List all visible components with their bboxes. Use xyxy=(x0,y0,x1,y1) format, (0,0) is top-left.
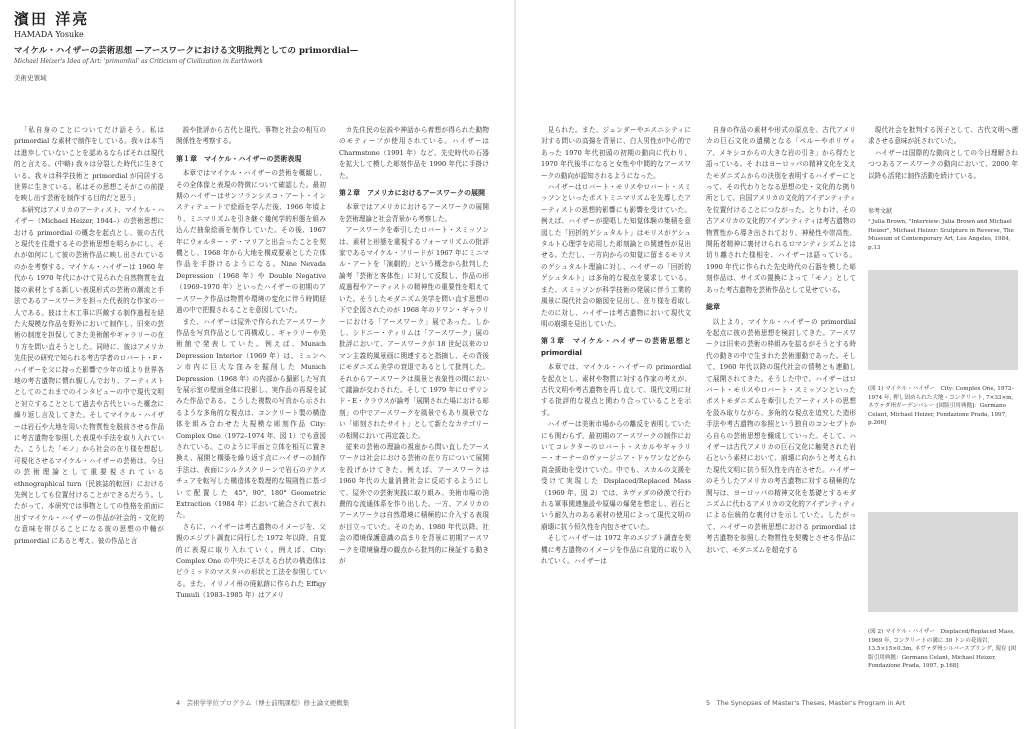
sidebar-text xyxy=(868,125,1018,182)
body-paragraph: ハイザーはロバート・モリスやロバート・スミッソンといったポストミニマリズムを先導したアーティストの思想的影響にも影響を受けていた。例えば、ハイザーが提唱した知覚体験の集積を意図した「回折的ゲシュタルト」はモリスがゲシュタルト心理学を応用した彫刻論との関連性が見出せる。ただし、一方向からの知覚に留まるモリスのゲシュタルト理論に対し、ハイザーの「回折的ゲシュタルト」は多角的な視点を要求している。また、スミッソンが科学技術の発展に伴う工業的風景に現代社会の縮図を見出し、在り様を看取したのに対し、ハイザーは考古遺物において現代文明の崩壊を見出していた。 xyxy=(541,183,691,328)
body-column-2 xyxy=(176,125,326,691)
figure-1-image xyxy=(868,270,1018,370)
body-paragraph: 以上より、マイケル・ハイザーの primordial を起点に彼の芸術思想を検討してきた。アースワークは旧来の芸術の枠組みを揺るがそうとする時代の動きの中で生まれた芸術運動であった。そして、1960 年代以降の現代社会の情勢とも連動して展開されてきた。そうした中で、ハイザーはロバート・モリスやロバート・スミッソンといったポストモダニズムを牽引したアーティストの思想を汲み取りながら、多角的な視点を追究した造形手法や考古遺物の参照という独自のコンセプトから自らの芸術思想を醸成していった。そして、ハイザーは古代アメリカの巨石文化に触発された岩石という素材において、崩壊に向かうと考えられた現代文明に抗う恒久性を内在させた。ハイザーのそうしたアメリカの考古遺物に対する積極的な関与は、ヨーロッパの精神文化を基礎とするモダニズムに代わるアメリカの文化的アイデンティティによる伝統的な裏付けを示していた。したがって、ハイザーの芸術思想における primordial は考古遺物を参照した物質性を契機とさせる作品において、モダニズムを超克する xyxy=(706,317,856,554)
article-header xyxy=(14,8,494,82)
body-paragraph: 自身の作品の素材や形式の原点を、古代アメリカの巨石文化の遺構となる「ペルーやボリヴィア、メキシコからの大きな岩の引き」から得たと語っている。そ れはヨーロッパの精神文化を支えたモダニズムからの決別を表明するハイザーにとって、その代わりとなる思想の史・文化的な拠り所として、自国アメリカの文化的アイデンティティを位置付けることにつながった。とりわけ、その古アメリカの文化的アイデンティティは考古遺物の物質性から導き出されており、神秘性や崇高性、開拓者精神に裏付けられるロマンティシズムとは切り離された様相を、ハイザーは語っている。1990 年代に作られた先史時代の石器を模した彫刻作品は、サイズの置換によって「モノ」としてあった考古遺物を芸術作品として見せている。 xyxy=(706,126,856,294)
sidebar-paragraph: ハイザーは国際的な動向としての今日理解されつつあるアースワークの動向において、2000 年以降も活発に制作活動を続けている。 xyxy=(868,148,1018,180)
body-paragraph: ハイザーは美術市場からの離反を表明していたにも関わらず、最初期のアースワークの制作においてコレクターのロバート・スカルやギャラリー・オーナーのヴァージニア・ドゥワンなどから資金援助を受けていた。中でも、スカルの支援を受けて実現した Displaced/Replaced Mass（1969 年、図 2）では、ネヴァダの砂漠で行われる軍事関連施設や原爆の爆発を想定し、岩石という耐久力のある素材の使用によって現代文明の崩壊に抗う恒久性を内包させていた。 xyxy=(541,420,691,531)
footer-left: 4 芸術学学位プログラム（博士前期課程）修士論文梗概集 xyxy=(176,699,350,707)
article-title-jp: マイケル・ハイザーの芸術思想 —アースワークにおける文明批判としての primordial— xyxy=(14,46,359,56)
body-paragraph: そしてハイザーは 1972 年のエジプト調査を契機に考古遺物のイメージを作品に自覚的に取り入れていく。ハイザーは xyxy=(541,534,691,566)
affiliation: 美術史領域 xyxy=(14,74,47,82)
references-label: 参考文献 xyxy=(868,208,893,215)
references xyxy=(868,208,1018,252)
section-heading: 第３章 マイケル・ハイザーの芸術思想と primordial xyxy=(541,337,691,357)
body-paragraph: 本章ではマイケル・ハイザーの芸術を概観し、その全体像と表現の特徴について確認した。最初期のハイザーはサンフランシスコ・アート・インスティテュートで絵画を学んだ後、1966 年頃より、ミニマリズムを引き継ぐ幾何学的形態を組み込んだ抽象絵画を制作していた。その後、1967 年にウォルター・デ・マリアと出会ったことを契機とし、1968 年から大地を構成要素とした立体作品を手掛けるようになる。Nine Nevada Depression（1968 年）や Double Negative（1969–1970 年）といったハイザーの初期のアースワーク作品は物質や環境の変化に伴う時間経過の中で把握されることを意図していた。 xyxy=(176,169,326,315)
body-paragraph: 従来の芸術の理論の視座から問い直したアースワークは社会における芸術の在り方について展開を投げかけてきた。例えば、アースワークは 1960 年代の大量消費社会に反応するようにして、屋外での芸術実践に取り組み、美術市場の消費的な流通体系を作り出した。一方、アメリカのアースワークは自然環境に積極的に介入する表現が目立っていた。そのため、1980 年代以降、社会の環境保護意識の高まりを背景に初期アースワークを環境倫理の観点から批判的に検証する動きが xyxy=(339,442,489,566)
author-name-en: HAMADA Yosuke xyxy=(14,30,84,39)
body-column-1 xyxy=(14,125,164,691)
body-paragraph: アースワークを牽引したロバート・スミッソンは、素材と形態を重視するフォーマリズムの批評家であるマイケル・フリードが 1967 年にミニマル・アートを「演劇的」という概念から批判した論考「芸術と客体性」に対して反駁し、作品の形成過程やアーティストの精神性の重要性を唱えていた。そうしたモダニズム美学を問い直す思想の下で企図されたのが 1968 年のドワン・ギャラリーにおける「アースワーク」展であった。しかし、シドニー・ティリムは「アースワーク」展の批評において、アースワークが 18 世紀以来のロマン主義的風景画に関連すると指摘し、その背後にモダニズム美学の衰退であるとして批判した。それからアースワークは風景と表象性の間において議論が交わされた。そして 1979 年にロザリンド・E・クラウスが論考「展開された場における彫刻」の中でアースワークを風景でもあり風景でない「彫刻されたサイト」として新たなカテゴリーの相関において再定義した。 xyxy=(339,226,489,440)
figure-2-image xyxy=(868,512,1018,612)
footer-right: 5 The Synopses of Master's Theses, Master's Program in Art xyxy=(706,699,906,707)
page-gutter xyxy=(514,0,516,729)
body-paragraph: 見られた。また、ジェンダーやエスニシティに対する問いの高揚を背景に、白人男性が中心的であった 1970 年代初頭の初期の動向に代わり、1970 年代後半になると女性や中間的なアースワークの動向が認知されるようになった。 xyxy=(541,126,691,180)
figure-1-caption: (図 1) マイケル・ハイザー City: Complex One, 1972–1974 年, 押し固められた大地・コンクリート, 7×33×m, ネヴァダ州ガーデンバレー [図版引用典拠]：Germano Celant, Michael Heizer, Fondazione Prada, 1997, p.266] xyxy=(868,386,1015,427)
body-paragraph: また、ハイザーは屋外で作られたアースワーク作品を写真作品として再構成し、ギャラリーや美術館で発表していた。例えば、Munich Depression Interior（1969 年）は、ミュンヘン市内に巨大な窪みを掘削した Munich Depression（1968 年）の内部から撮影した写真を展示室の壁面全体に投影し、実作品の再現を試みた作品である。こうした複数の写真から示されるような多角的な視点は、コンクリート製の構造体を組み合わせた大規模な彫刻作品 City: Complex One（1972–1974 年、図 1）でも意図されている。このように平面と立体を相互に置き換え、展開と構築を繰り返す点にハイザーの制作手法は、表面にシルクスクリーンで岩石のテクスチュアを転写した構造体を数理的な規則性に基づいて配置した 45°, 90°, 180° Geometric Extraction（1984 年）において統合されて表れた。 xyxy=(176,317,326,520)
body-paragraph: 「私自身のことについてだけ話そう。私は primordial な素材で制作をしている。我々は本当は進歩していないことを認めるならばそれは現代的と言える。(中略) 我々は分裂した時代に生きている。我々は科学技術と primordial が同居する世界に生きている。私はその思想こそがこの前提を映し出す芸術を制作する目的だと思う」 xyxy=(14,126,164,203)
body-paragraph: 本章ではアメリカにおけるアースワークの展開を芸術理論と社会背景から考察した。 xyxy=(339,203,489,223)
author-name-jp: 濱田 洋亮 xyxy=(14,10,90,28)
body-paragraph: 本研究はアメリカのアーティスト、マイケル・ハイザー（Michael Heizer, 1944–）の芸術思想における primordial の概念を起点とし、彼の古代と現代を往還するその芸術思想を明らかにし、それが如何にして彼の芸術作品に映し出されているのかを考察する。マイケル・ハイザーは 1960 年代から 1970 年代にかけて見られた自然物質を直接の素材とする新しい表現形式の芸術の潮流と手法であるアースワークを担った代表的な作家の一人である。彼は土木工事に匹敵する制作過程を経た大規模な作品を野外において制作し、旧来の芸術の制度を担保してきた美術館やギャラリーの在り方を問い直そうとした。同時に、彼はアメリカ先住民の研究で知られる考古学者のロバート・F・ハイザーを父に持った影響で少年の頃より世界各地の考古遺物に慣れ親しんでおり、アーティストとしてのこれまでのインタビューの中で現代文明と対立することとして過去や古代といった概念に繰り返し言及してきた。そしてマイケル・ハイザーは岩石や大地を用いた物質性を脱前させる作品に考古遺物を参照した表現や手法を取り入れていた。こうした「モノ」から社会の在り様を想起し可視化させるマイケル・ハイザーの芸術は、今日の芸術理論として重要視されている ethnographical turn（民族誌的転回）における先例としても位置付けることができるだろう。したがって、本研究では事物としての性格を前面に出すマイケル・ハイザーの作品が社会的・文化的な意味を帯びることになる彼の思想の中軸が primordial にあると考え、彼の作品と言 xyxy=(14,205,164,545)
sidebar-paragraph: 現代社会を批判する因子として、古代文明へ遡求させる意味が託されていた。 xyxy=(868,126,1018,146)
article-title-en: Michael Heizer's Idea of Art: 'primordial' as Criticism of Civilization in Earthwork xyxy=(14,58,264,65)
body-column-5 xyxy=(706,125,856,691)
section-heading: 第１章 マイケル・ハイザーの芸術表現 xyxy=(176,154,302,163)
section-heading: 総章 xyxy=(706,303,720,312)
body-column-3 xyxy=(339,125,489,691)
figure-2-caption: (図 2) マイケル・ハイザー Displaced/Replaced Mass, 1969 年, コンクリートの溝に 30 トンの花崗岩, 13.5×15×0.3m, ネヴァダ州シルバースプリング, 現存 [図版引用典拠：Germano Celant, Michael Heizer, Fondazione Prada, 1997, p.168] xyxy=(868,629,1017,670)
body-paragraph: 説や批評から古代と現代、事物と社会の相互の関係性を考察する。 xyxy=(176,126,326,146)
section-heading: 第２章 アメリカにおけるアースワークの展開 xyxy=(339,189,485,198)
body-paragraph: カ先住民の伝説や神話から着想が得られた動物のモティーフが使用されている。ハイザーは Charmstone（1991 年）など、先史時代の石器を拡大して模した彫刻作品を 1990 年代に手掛けた。 xyxy=(339,126,489,180)
body-paragraph: さらに、ハイザーは考古遺物のイメージを、父親のエジプト調査に同行した 1972 年以降、自覚的に表現に取り入れていく。例えば、City: Complex One の中央にそびえる台状の構造体はピラミッドのマスタバの形状と工法を参照している。また、イリノイ州の廃鉱跡に作られた Effigy Tumuli（1983–1985 年）はアメリ xyxy=(176,522,326,600)
body-column-4 xyxy=(541,125,691,691)
reference-entry: ¹ Julia Brown, "Interview: Julia Brown and Michael Heizer", Michael Heizer: Sculpture in Reverse, The Museum of Contemporary Art, Los Angeles, 1984, p.13 xyxy=(868,219,1014,251)
body-paragraph: 本章では、マイケル・ハイザーの primordial を起点とし、素材や物質に対する作家の考えが、古代文明や考古遺物を再し直して、現代文明に対する批評的な視点と関わり合っていることを示す。 xyxy=(541,363,691,417)
